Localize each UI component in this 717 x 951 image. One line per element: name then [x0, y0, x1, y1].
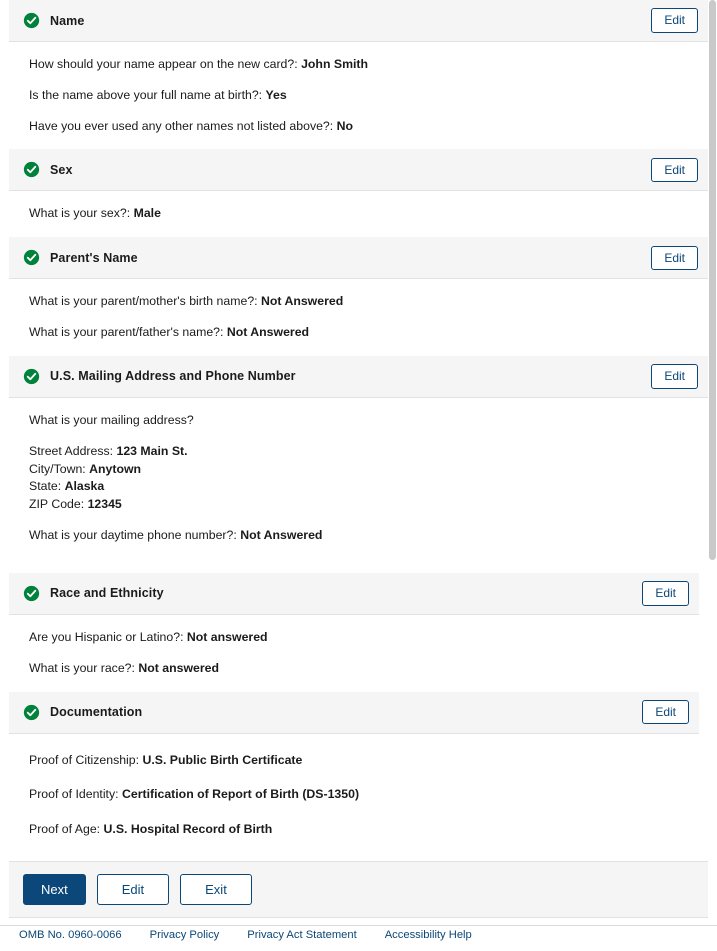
- answer-name-1: Yes: [265, 87, 287, 102]
- check-circle-icon: [23, 585, 40, 602]
- edit-button-mailing-address[interactable]: Edit: [651, 364, 698, 388]
- bottom-divider: [0, 925, 717, 926]
- row-name-0: [29, 56, 694, 74]
- address-city: [29, 461, 694, 479]
- city-value: Anytown: [89, 461, 142, 476]
- left-margin: [0, 0, 9, 926]
- section-title-documentation: Documentation: [50, 705, 143, 720]
- scrollbar-track[interactable]: [708, 0, 717, 926]
- row-phone: [29, 527, 694, 545]
- next-button[interactable]: Next: [23, 874, 86, 905]
- question-name-2: Have you ever used any other names not listed above?:: [29, 118, 334, 133]
- scrollbar-thumb[interactable]: [709, 0, 716, 560]
- privacy-act-statement-link[interactable]: Privacy Act Statement: [247, 929, 357, 942]
- section-body-documentation: [9, 734, 699, 861]
- question-name-1: Is the name above your full name at birth?:: [29, 87, 263, 102]
- check-circle-icon: [23, 368, 40, 385]
- answer-name-0: John Smith: [301, 57, 369, 71]
- answer-name-2: No: [336, 118, 354, 133]
- address-street: [29, 443, 694, 461]
- accessibility-help-link[interactable]: Accessibility Help: [384, 929, 472, 942]
- answer-phone: Not Answered: [240, 528, 323, 543]
- section-title-parents-name: Parent's Name: [50, 250, 138, 265]
- street-value: 123 Main St.: [116, 443, 188, 458]
- section-header-parents-name: [9, 237, 708, 279]
- row-doc-0: [29, 752, 685, 770]
- privacy-policy-link[interactable]: Privacy Policy: [149, 929, 220, 942]
- section-body-mailing-address: [9, 398, 708, 559]
- edit-button-sex[interactable]: Edit: [651, 158, 698, 182]
- action-bar: [9, 861, 708, 917]
- row-name-1: [29, 87, 694, 105]
- exit-button[interactable]: Exit: [180, 874, 252, 905]
- section-title-sex: Sex: [50, 162, 73, 177]
- street-label: Street Address:: [29, 443, 114, 458]
- state-label: State:: [29, 479, 62, 494]
- row-sex-0: [29, 205, 694, 223]
- edit-button-documentation[interactable]: Edit: [642, 700, 689, 724]
- address-block: [29, 443, 694, 514]
- answer-doc-2: U.S. Hospital Record of Birth: [103, 822, 273, 837]
- section-title-name: Name: [50, 13, 85, 28]
- question-parents-1: What is your parent/father's name?:: [29, 325, 224, 340]
- row-doc-2: [29, 821, 685, 839]
- row-parents-0: [29, 293, 694, 311]
- address-zip: [29, 496, 694, 514]
- check-circle-icon: [23, 704, 40, 721]
- section-header-sex: [9, 149, 708, 191]
- answer-parents-0: Not Answered: [261, 294, 344, 309]
- section-title-race-ethnicity: Race and Ethnicity: [50, 586, 164, 601]
- section-body-parents-name: [9, 279, 708, 356]
- answer-doc-1: Certification of Report of Birth (DS-1350): [121, 787, 360, 802]
- section-header-mailing-address: [9, 356, 708, 398]
- question-doc-2: Proof of Age:: [29, 822, 101, 837]
- section-header-documentation: [9, 692, 699, 734]
- question-mailing-address: What is your mailing address?: [29, 412, 194, 427]
- edit-button-bottom[interactable]: Edit: [97, 874, 169, 905]
- row-address-question: [29, 412, 694, 430]
- omb-number: OMB No. 0960-0066: [19, 929, 122, 942]
- row-doc-1: [29, 786, 685, 804]
- question-phone: What is your daytime phone number?:: [29, 528, 237, 543]
- answer-parents-1: Not Answered: [226, 325, 310, 340]
- row-race-0: [29, 629, 685, 647]
- review-sections: [9, 0, 708, 951]
- section-header-race-ethnicity: [9, 573, 699, 615]
- edit-button-name[interactable]: Edit: [651, 8, 698, 32]
- section-body-name: [9, 42, 708, 149]
- section-body-sex: [9, 191, 708, 237]
- question-doc-1: Proof of Identity:: [29, 787, 119, 802]
- state-value: Alaska: [64, 479, 105, 494]
- answer-sex-0: Male: [133, 206, 161, 221]
- edit-button-race-ethnicity[interactable]: Edit: [642, 581, 689, 605]
- question-sex-0: What is your sex?:: [29, 206, 131, 221]
- footer: [9, 917, 708, 951]
- city-label: City/Town:: [29, 461, 86, 476]
- question-doc-0: Proof of Citizenship:: [29, 752, 140, 767]
- row-race-1: [29, 660, 685, 678]
- row-name-2: [29, 118, 694, 136]
- section-title-mailing-address: U.S. Mailing Address and Phone Number: [50, 369, 296, 384]
- address-state: [29, 478, 694, 496]
- answer-race-1: Not answered: [138, 660, 219, 675]
- edit-button-parents-name[interactable]: Edit: [651, 246, 698, 270]
- check-circle-icon: [23, 12, 40, 29]
- section-gap: [9, 559, 708, 573]
- question-parents-0: What is your parent/mother's birth name?:: [29, 294, 258, 309]
- check-circle-icon: [23, 161, 40, 178]
- section-header-name: [9, 0, 708, 42]
- section-body-race-ethnicity: [9, 615, 699, 692]
- zip-value: 12345: [87, 497, 122, 512]
- zip-label: ZIP Code:: [29, 497, 85, 512]
- row-parents-1: [29, 324, 694, 342]
- question-race-0: Are you Hispanic or Latino?:: [29, 629, 184, 644]
- answer-doc-0: U.S. Public Birth Certificate: [142, 752, 303, 767]
- answer-race-0: Not answered: [186, 629, 268, 644]
- question-name-0: How should your name appear on the new card?:: [29, 57, 298, 71]
- check-circle-icon: [23, 249, 40, 266]
- question-race-1: What is your race?:: [29, 660, 135, 675]
